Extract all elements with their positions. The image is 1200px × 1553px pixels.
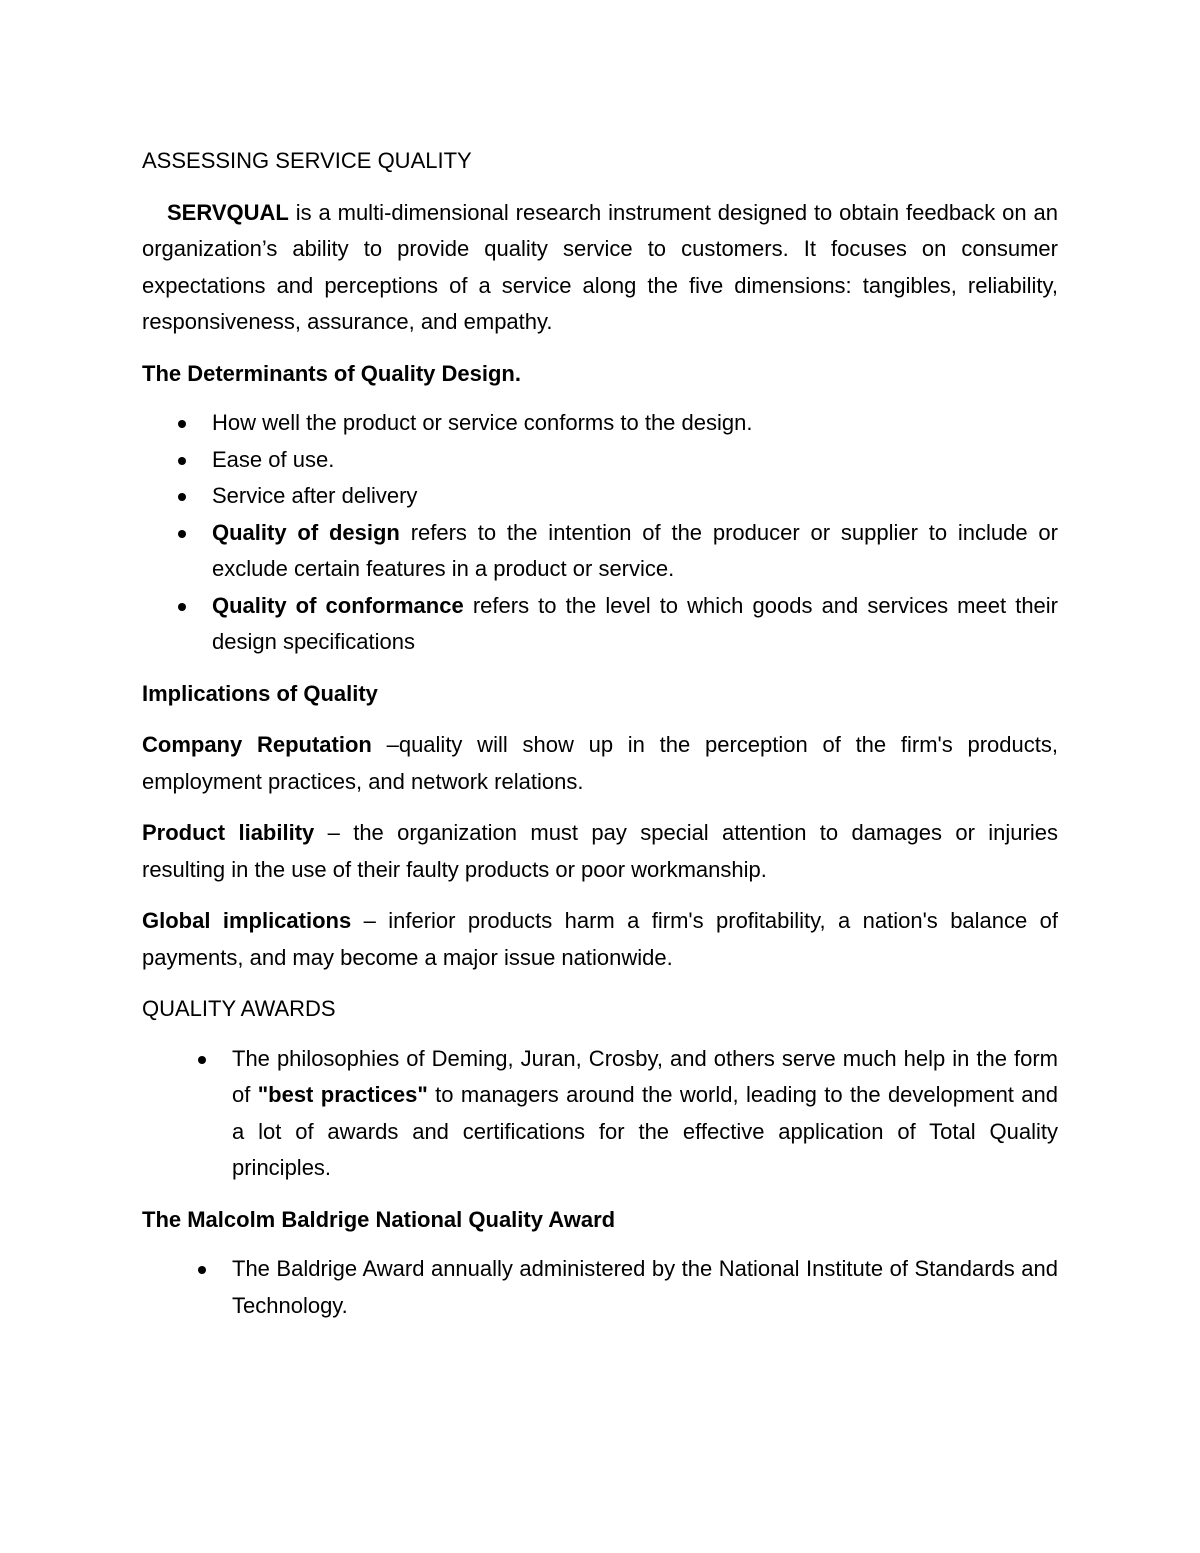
implications-heading: Implications of Quality — [142, 680, 378, 706]
baldrige-list — [142, 1251, 1058, 1324]
document-title: ASSESSING SERVICE QUALITY — [142, 148, 472, 173]
list-item: The philosophies of Deming, Juran, Crosby, and others serve much help in the form of "best practices" to managers around the world, leading to the development and a lot of awards and certifications for the effective application of Total Quality principles. — [232, 1041, 1058, 1187]
implication-product-liability: Product liability – the organization must pay special attention to damages or injuries resulting in the use of their faulty products or poor workmanship. — [142, 820, 1058, 882]
baldrige-heading: The Malcolm Baldrige National Quality Award — [142, 1206, 616, 1232]
awards-list — [142, 1041, 1058, 1187]
bullet-icon — [178, 603, 186, 611]
bullet-icon — [198, 1056, 206, 1064]
bullet-icon — [198, 1266, 206, 1274]
list-item: Service after delivery — [212, 478, 1058, 515]
servqual-text: is a multi-dimensional research instrument designed to obtain feedback on an organization’s ability to provide quality service to customers. It focuses on consumer expectations and perceptions of a service along the five dimensions: tangibles, reliability, responsiveness, assurance, and empathy. — [142, 199, 1058, 334]
bullet-icon — [178, 457, 186, 465]
determinants-list — [142, 405, 1058, 661]
servqual-paragraph — [142, 195, 1058, 341]
servqual-term: SERVQUAL — [167, 199, 289, 225]
list-item: How well the product or service conforms to the design. — [212, 405, 1058, 442]
list-item: Ease of use. — [212, 442, 1058, 479]
implication-company-reputation: Company Reputation –quality will show up in the perception of the firm's products, employment practices, and network relations. — [142, 732, 1058, 794]
bullet-icon — [178, 493, 186, 501]
list-item: Quality of design refers to the intention of the producer or supplier to include or exclude certain features in a product or service. — [212, 515, 1058, 588]
determinants-heading: The Determinants of Quality Design. — [142, 360, 521, 386]
bullet-icon — [178, 530, 186, 538]
implication-global: Global implications – inferior products harm a firm's profitability, a nation's balance of payments, and may become a major issue nationwide. — [142, 908, 1058, 970]
bullet-icon — [178, 420, 186, 428]
quality-awards-heading: QUALITY AWARDS — [142, 996, 336, 1021]
list-item: Quality of conformance refers to the level to which goods and services meet their design specifications — [212, 588, 1058, 661]
list-item: The Baldrige Award annually administered by the National Institute of Standards and Technology. — [232, 1251, 1058, 1324]
